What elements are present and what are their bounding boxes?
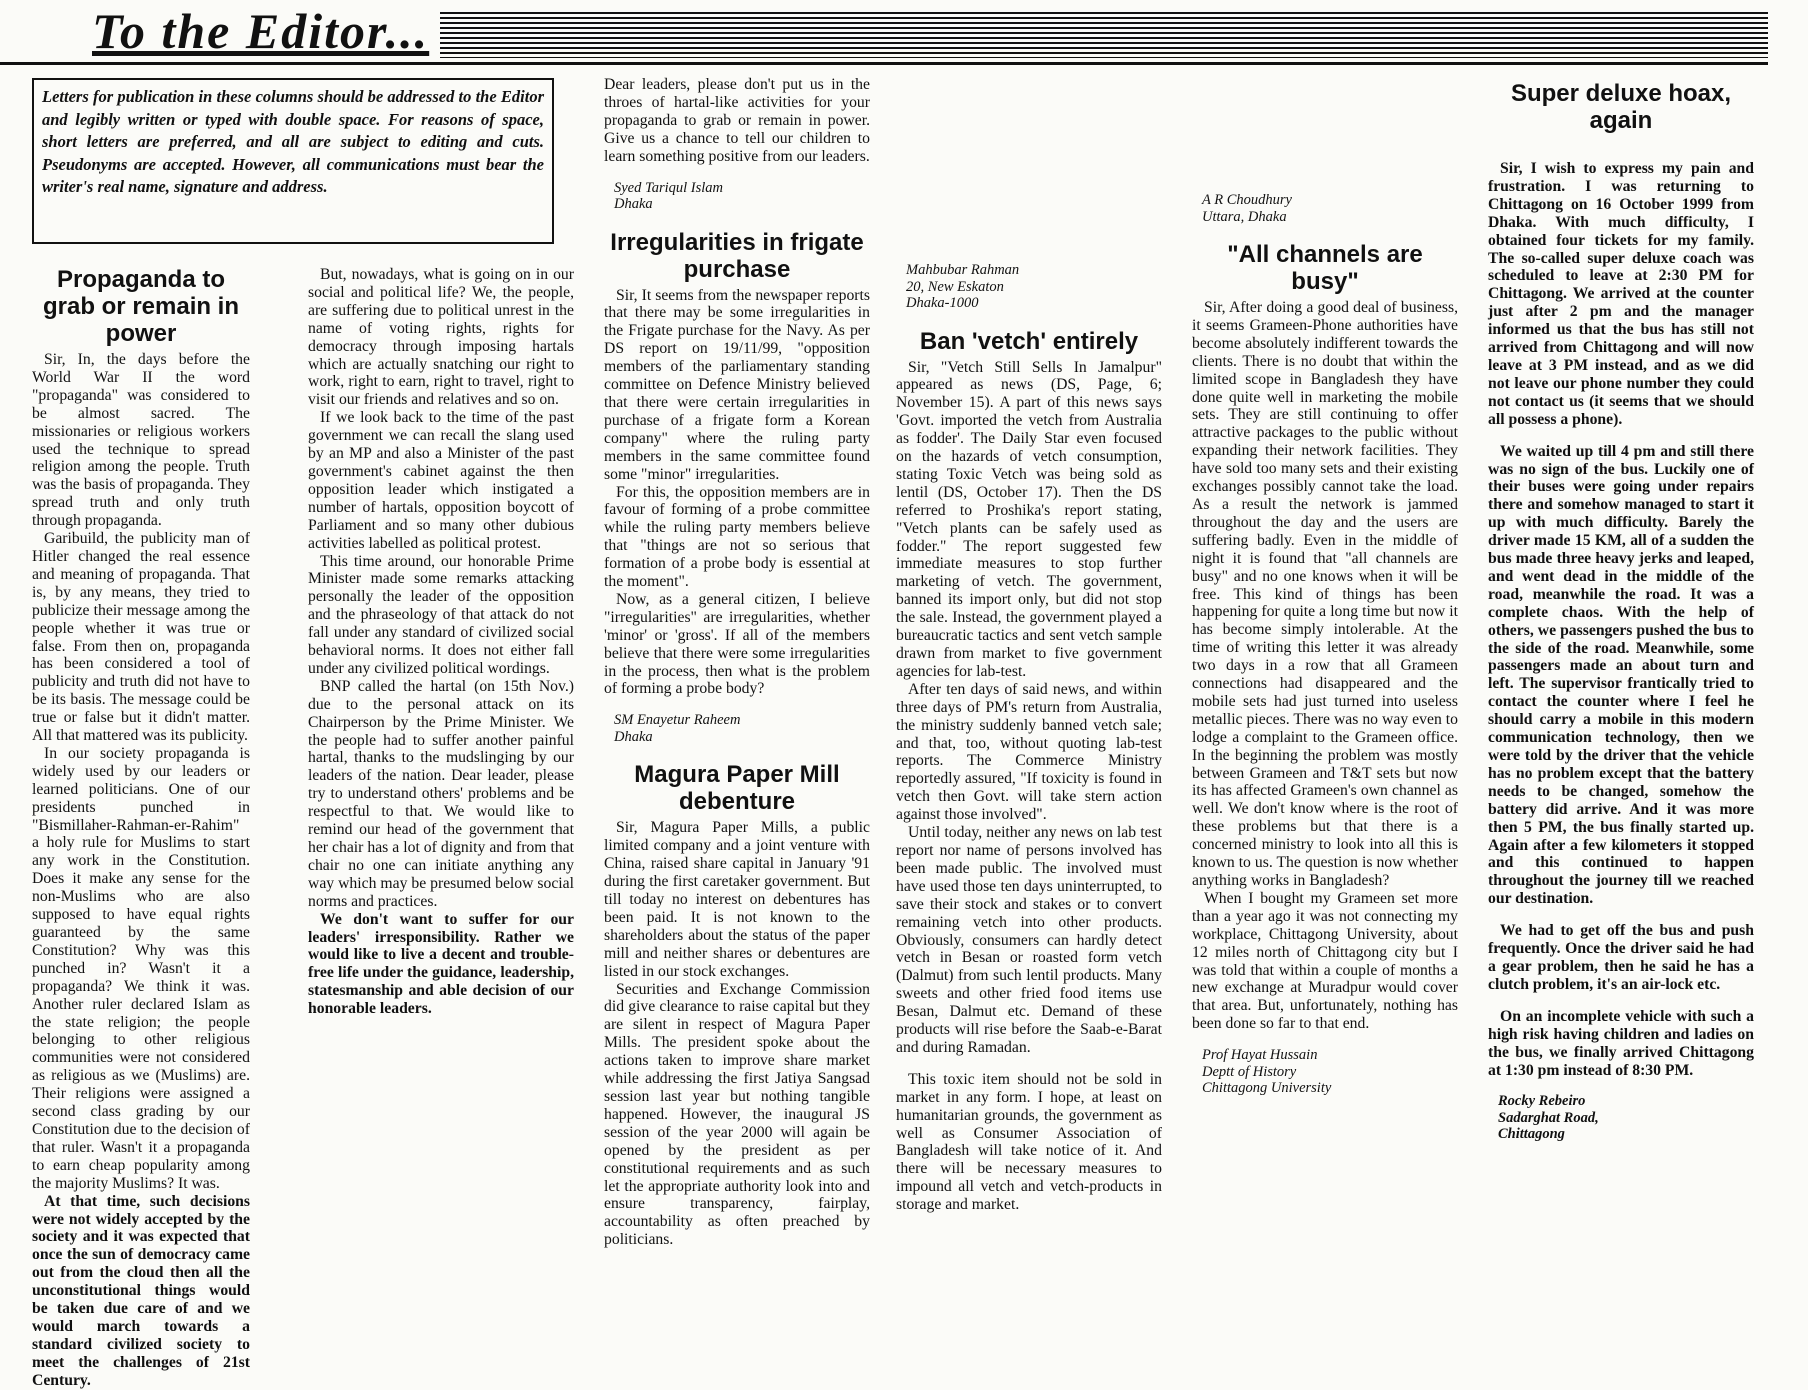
paragraph: If we look back to the time of the past government we can recall the slang used by an MP and also a Minister of the past government's cabinet against the then opposition leader which instigated a number of hartals, opposition boycott of Parliament and so many other dubious activities labelled as political protest. <box>308 409 574 552</box>
signature-address: 20, New Eskaton <box>906 278 1004 295</box>
paragraph: We waited up till 4 pm and still there was no sign of the bus. Luckily one of their buses were going under repairs there and somehow managed to start it up with much difficulty. Barely the driver made 15 KM, all of a sudden the bus made three heavy jerks and leaped, and went dead in the middle of the road, meanwhile the road. It was a complete chaos. With the help of others, we passengers pushed the bus to the side of the road. Meanwhile, some passengers made an about turn and left. The supervisor frantically tried to contact the counter where I feel he should carry a mobile in this modern communication technology, then we were told by the driver that the vehicle has no problem except that the battery needs to be changed, somehow the battery did arrive. And it was more then 5 PM, the bus finally started up. Again after a few kilometers it stopped and this continued to happen throughout the journey till we reached our destination. <box>1488 442 1754 908</box>
signature-department: Deptt of History <box>1202 1063 1297 1080</box>
signature-place: Uttara, Dhaka <box>1202 208 1287 225</box>
column-4 <box>896 76 1162 1322</box>
signature-place: Chittagong <box>1498 1126 1565 1143</box>
signature-propaganda <box>614 180 870 213</box>
paragraph: This time around, our honorable Prime Minister made some remarks attacking personally the leader of the opposition and the phraseology of that attack do not fall under any standard of civilized social behavioral norms. It does not either fall under any civilized political wordings. <box>308 552 574 677</box>
section-title: To the Editor... <box>92 3 430 59</box>
signature-frigate <box>614 712 870 745</box>
paragraph: For this, the opposition members are in favour of forming of a probe committee while the ruling party members believe that "things are not so serious that formation of a probe body is essential at the moment". <box>604 483 870 591</box>
signature-place: Chittagong University <box>1202 1080 1332 1097</box>
paragraph: Now, as a general citizen, I believe "irregularities" are irregularities, whether 'minor' or 'gross'. If all of the members believe that there were some irregularities in the process, then what is the problem of forming a probe body? <box>604 590 870 698</box>
letter-title-frigate: Irregularities in frigate purchase <box>610 228 864 283</box>
signature-place: Dhaka <box>614 196 653 213</box>
signature-hoax <box>1498 1093 1754 1143</box>
paragraph: Garibuild, the publicity man of Hitler changed the real essence and meaning of propaganda. That is, by any means, they tried to publicize their message among the people whether it was true or false. From then on, propaganda has been considered a tool of publicity and truth did not have to be its basis. The message could be true or false but it didn't matter. All that mattered was its publicity. <box>32 530 250 745</box>
signature-name: Rocky Rebeiro <box>1498 1093 1586 1110</box>
paragraph: BNP called the hartal (on 15th Nov.) due to the personal attack on its Chairperson by the Prime Minister. We the people had to suffer another painful hartal, thanks to the mudslinging by our leaders of the nation. Dear leader, please try to understand others' problems and be respectful to that. We would like to remind our head of the government that her chair has a lot of dignity and from that chair no one can initiate anything any way which may be presumed below social norms and practices. <box>308 677 574 910</box>
paragraph: Dear leaders, please don't put us in the throes of hartal-like activities for your propaganda to grab or remain in power. Give us a chance to tell our children to learn something positive from our leaders. <box>604 76 870 165</box>
paragraph: But, nowadays, what is going on in our social and political life? We, the people, are suffering due to political unrest in the name of voting rights, rights for democracy through imposing hartals which are actually snatching our right to work, right to earn, right to travel, right to visit our friends and relatives and so on. <box>308 266 574 409</box>
paragraph: At that time, such decisions were not widely accepted by the society and it was expected that once the sun of democracy came out from the cloud then all the unconstitutional things would be taken due care of and we would march towards a standard civilized society to meet the challenges of 21st Century. <box>32 1192 250 1389</box>
paragraph: This toxic item should not be sold in market in any form. I hope, at least on humanitarian grounds, the government as well as Consumer Association of Bangladesh will take notice of it. And there will be necessary measures to impound all vetch and vetch-products in storage and market. <box>896 1070 1162 1214</box>
signature-name: A R Choudhury <box>1202 192 1292 208</box>
letter-title-magura: Magura Paper Mill debenture <box>634 761 840 816</box>
signature-name: SM Enayetur Raheem <box>614 712 741 729</box>
paragraph: When I bought my Grameen set more than a year ago it was not connecting my workplace, Chittagong University, about 12 miles north of Chittagong city but I was told that within a couple of months a new exchange at Muradpur would cover that area. But, unfortunately, nothing has been done so far to that end. <box>1192 889 1458 1033</box>
paragraph: Securities and Exchange Commission did give clearance to raise capital but they are silent in respect of Magura Paper Mills. The president spoke about the actions taken to improve share market while addressing the first Jatiya Sangsad session last year but nothing tangible happened. However, the inaugural JS session of the year 2000 will again be opened by the president as per constitutional requirements and as such let the appropriate authority look into and ensure transparency, fairplay, accountability as often preached by politicians. <box>604 980 870 1249</box>
signature-magura <box>906 262 1162 312</box>
paragraph: Sir, I wish to express my pain and frustration. I was returning to Chittagong on 16 October 1999 from Dhaka. With much difficulty, I obtained four tickets for my family. The so-called super deluxe coach was scheduled to leave at 2:30 PM for Chittagong. We arrived at the counter just after 2 pm and the manager informed us that the bus has still not arrived from Chittagong and will now leave at 3 PM instead, and as we did not leave our phone number they could not contact us (it seems that we should all possess a phone). <box>1488 160 1754 428</box>
paragraph: Sir, Magura Paper Mills, a public limited company and a joint venture with China, raised share capital in January '91 during the first caretaker government. But till today no interest on debentures has been paid. It is not known to the shareholders about the status of the paper mill and neither shares or debentures are listed in our stock exchanges. <box>604 819 870 980</box>
masthead-base-rule <box>0 62 1768 65</box>
column-3 <box>604 76 870 1322</box>
paragraph: On an incomplete vehicle with such a high risk having children and ladies on the bus, we finally arrived Chittagong at 1:30 pm instead of 8:30 PM. <box>1488 1007 1754 1079</box>
paragraph: Until today, neither any news on lab test report nor name of persons involved has been made public. The involved must have used those ten days uninterrupted, to save their stock and stakes or to convert remaining vetch into other products. Obviously, consumers can hardly detect vetch in Besan or roasted form vetch (Dalmut) from such lentil products. Many sweets and other fried food items use Besan, Dalmut etc. Demand of these products will rise before the Saab-e-Barat and during Ramadan. <box>896 824 1162 1056</box>
paragraph: Sir, It seems from the newspaper reports that there may be some irregularities in the Frigate purchase for the Navy. As per DS report on 19/11/99, "opposition members of the parliamentary standing committee on Defence Ministry believed that there were certain irregularities in purchase of a frigate form a Korean company" where the ruling party members in the same committee found some "minor" irregularities. <box>604 286 870 483</box>
submission-notice: Letters for publication in these columns should be addressed to the Editor and legibly written or typed with double space. For reasons of space, short letters are preferred, and all are subject to editing and cuts. Pseudonyms are accepted. However, all communications must bear the writer's real name, signature and address. <box>32 78 554 244</box>
masthead-rule-lines <box>440 12 1768 58</box>
letter-title-vetch: Ban 'vetch' entirely <box>919 327 1139 355</box>
signature-channels <box>1202 1047 1458 1097</box>
letter-title-channels: "All channels are busy" <box>1227 241 1423 295</box>
signature-place: Dhaka <box>614 728 653 745</box>
column-2 <box>308 266 574 1322</box>
paragraph: Sir, After doing a good deal of business, it seems Grameen-Phone authorities have become absolutely indifferent towards the clients. There is no doubt that within the limited scope in Bangladesh they have done quite well in marketing the mobile sets. They are still continuing to offer attractive packages to the public without expanding their network facilities. They have sold too many sets and their existing exchanges possibly cannot take the load. As a result the network is jammed throughout the day and the users are suffering badly. Even in the middle of night it is found that "all channels are busy" and no one knows when it will be free. This kind of things has been happening for quite a long time but now it has become simply intolerable. At the time of writing this letter it was already two days in a row that all Grameen connections had disappeared and the mobile sets had just turned into useless metallic pieces. There was no way even to lodge a complaint to the Grameen office. In the beginning the problem was mostly between Grameen and T&T sets but now its has affected Grameen's own channel as well. We don't know where is the root of these problems but that there is a concerned ministry to look into all this is known to us. The question is now whether anything works in Bangladesh? <box>1192 299 1458 889</box>
column-6 <box>1488 76 1754 1322</box>
masthead <box>0 3 1768 66</box>
signature-place: Dhaka-1000 <box>906 295 979 311</box>
letter-title-hoax: Super deluxe hoax, again <box>1510 80 1732 134</box>
paragraph: We had to get off the bus and push frequently. Once the driver said he had a gear problem, then he said he has a clutch problem, it's an air-lock etc. <box>1488 922 1754 993</box>
paragraph: In our society propaganda is widely used by our leaders or learned politicians. One of our presidents punched in "Bismillaher-Rahman-er-Rahim" a holy rule for Muslims to start any work in the Constitution. Does it make any sense for the non-Muslims who are also supposed to have equal rights guaranteed by the same Constitution? Why was this punched in? Wasn't it a propaganda? We think it was. Another ruler declared Islam as the state religion; the people belonging to other religious communities were not considered as religious as we (Muslims) are. Their religions were assigned a second class grading by our Constitution due to the decision of that ruler. Wasn't it a propaganda to earn cheap popularity among the majority Muslims? It was. <box>32 744 250 1192</box>
signature-name: Mahbubar Rahman <box>906 262 1020 278</box>
column-5 <box>1192 76 1458 1322</box>
signature-vetch <box>1202 192 1458 225</box>
paragraph: After ten days of said news, and within three days of PM's return from Australia, the ministry suddenly banned vetch sale; and that, too, without quoting lab-test reports. The Commerce Ministry reportedly assured, "If toxicity is found in vetch then Govt. will take stern action against those involved". <box>896 680 1162 824</box>
paragraph: Sir, In, the days before the World War II the word "propaganda" was considered to be almost sacred. The missionaries or religious workers used the technique to spread religion among the people. Truth was the basis of propaganda. They spread truth and only truth through propaganda. <box>32 351 250 530</box>
signature-name: Prof Hayat Hussain <box>1202 1047 1318 1064</box>
column-1 <box>32 262 250 1389</box>
paragraph: Sir, "Vetch Still Sells In Jamalpur" appeared as news (DS, Page, 6; November 15). A part of this news says 'Govt. imported the vetch from Australia as fodder'. The Daily Star even focused on the hazards of vetch consumption, stating Toxic Vetch was being sold as lentil (DS, October 17). Then the DS referred to Proshika's report stating, "Vetch plants can be safely used as fodder." The report suggested few immediate measures to stop further marketing of vetch. The government, banned its import only, but did not stop the sale. Instead, the government played a bureaucratic tactics and sent vetch sample drawn from market to five government agencies for lab-test. <box>896 358 1162 680</box>
letter-title-propaganda: Propaganda to grab or remain in power <box>42 266 240 347</box>
signature-name: Syed Tariqul Islam <box>614 179 724 196</box>
signature-address: Sadarghat Road, <box>1498 1109 1599 1126</box>
paragraph: We don't want to suffer for our leaders' irresponsibility. Rather we would like to live a decent and trouble-free life under the guidance, leadership, statesmanship and able decision of our honorable leaders. <box>308 910 574 1018</box>
